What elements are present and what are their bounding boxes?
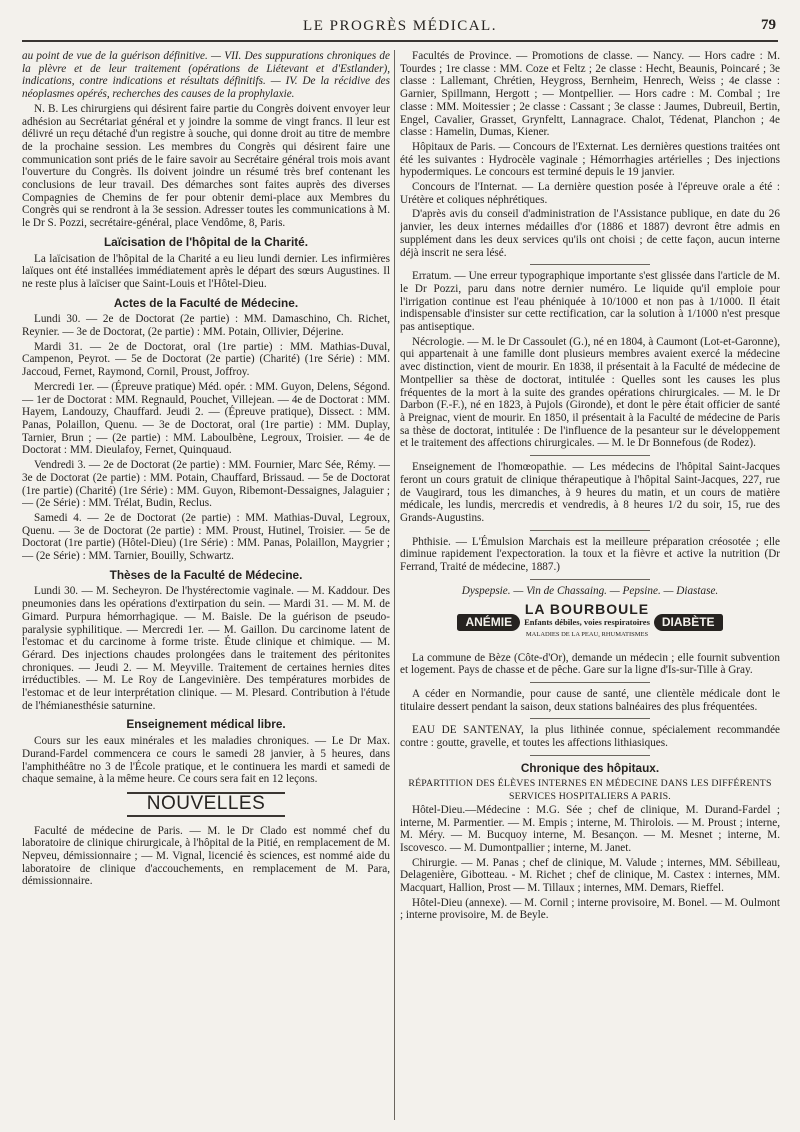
column-divider xyxy=(394,50,395,1120)
necrologie-text: Nécrologie. — M. le Dr Cassoulet (G.), né en 1804, à Caumont (Lot-et-Garonne), qui appartenait à une famille dont plusieurs membres avaient exercé la médecine avec distinction, vient de mourir. En 1838, il présentait à la Faculté de médecine de Montpellier sa thèse de doctorat, intitulée : Quelles sont les causes les plus fréquentes de la mort à la suite des grandes opérations chirurgicales. — M. le Dr Darbon (F.-F.), né en 1823, à Pujols (Gironde), et dont le père était officier de santé à Preignac, vient de mourir. En 1850, il présentait à la Faculté de médecine de Paris sa thèse de doctorat, intitulée : De l'influence de la pesanteur sur le développement et le traitement des affections chirurgicales. — M. le Dr Bonnefous (de Rodez). xyxy=(400,335,780,450)
beze-text: La commune de Bèze (Côte-d'Or), demande un médecin ; elle fournit subvention et logement. Pays de chasse et de pêche. Gare sur la ligne d'Is-sur-Tille à Gray. xyxy=(400,651,780,677)
hopitaux-paris-text: Hôpitaux de Paris. — Concours de l'Externat. Les dernières questions traitées ont été les suivantes : Hydrocèle vaginale ; Hémorrhagies artérielles ; Des injections hypodermiques. Le concours est terminé depuis le 19 janvier. xyxy=(400,140,780,179)
banner-title: LA BOURBOULE xyxy=(524,601,650,618)
separator-rule xyxy=(530,718,650,719)
left-column xyxy=(22,50,390,1122)
hotel-dieu-annexe-text: Hôtel-Dieu (annexe). — M. Cornil ; interne provisoire, M. Bonel. — M. Oulmont ; interne provisoire, M. de Beyle. xyxy=(400,896,780,922)
actes-item: Mercredi 1er. — (Épreuve pratique) Méd. opér. : MM. Guyon, Delens, Ségond. — 1er de Doctorat : MM. Regnauld, Pouchet, Villejean. — 4e de Doctorat : MM. Hayem, Landouzy, Chauffard. Jeudi 2. — (Épreuve pratique), Dissect. : MM. Panas, Polaillon, Quenu. — 3e de Doctorat, oral (1re partie) : MM. Duplay, Tarnier, Brun ; — (2e partie) : MM. Laboulbène, Legroux, Troisier. — 4e de Doctorat : MM. Dieulafoy, Fernet, Quinquaud. xyxy=(22,380,390,457)
congress-note: N. B. Les chirurgiens qui désirent faire partie du Congrès doivent envoyer leur adhésion au Secrétariat général et y joindre la somme de vingt francs. Il leur est délivré un reçu détaché d'un registre à souche, qui donne droit au titre de membre de la prochaine session. Les membres du Congrès qui désirent faire une communication sont priés de le faire savoir au Secrétaire général trois mois avant l'ouverture du Congrès. Ils doivent joindre un résumé très bref contenant les conclusions de leur travail. Des démarches sont faites auprès des diverses Compagnies de Chemins de fer pour obtenir demi-place aux Membres du Congrès qui se rendront à la 3e session. Adresser toutes les communications à M. le Dr S. Pozzi, secrétaire-général, place Vendôme, 8, Paris. xyxy=(22,102,390,230)
facultes-province-text: Facultés de Province. — Promotions de classe. — Nancy. — Hors cadre : M. Tourdes ; 1re classe : MM. Coze et Feltz ; 2e classe : Hecht, Beaunis, Poincaré ; 3e classe : Lallemant, Chrétien, Heygross, Bernheim, Henrech, Weiss ; 4e classe : Garnier, Spillmann, Hergott ; — Montpellier. — Hors cadre : M. Combal ; 1re classe : MM. Moitessier ; 2e classe : Cassant ; 3e classe : Jaumes, Dubreuil, Bertin, Engel, Cavalier, Grasset, Grynfeltt, Lannagrace. Chalot, Tédenat, Planchon ; 4e classe : Hamelin, Dumas, Kiener. xyxy=(400,50,780,139)
chirurgie-text: Chirurgie. — M. Panas ; chef de clinique, M. Valude ; internes, MM. Sébilleau, Delagenière, Gibotteau. - M. Richet ; chef de clinique, M. Castex : internes, MM. Macquart, Hallion, Prost — M. Tillaux ; internes, MM. Demars, Rieffel. xyxy=(400,856,780,895)
separator-rule xyxy=(530,455,650,456)
banner-subtitle: Enfants débiles, voies respiratoires xyxy=(524,617,650,628)
heading-actes: Actes de la Faculté de Médecine. xyxy=(113,295,299,310)
banner-subtitle-2: MALADIES DE LA PEAU, RHUMATISMES xyxy=(525,630,649,638)
congress-topics: au point de vue de la guérison définitive. — VII. Des suppurations chroniques de la plèvre et de leur traitement (opérations de Liétevant et d'Estlander), indications, contre indications et résultats définitifs. — IV. De la récidive des néoplasmes opérés, recherches des causes de la prophylaxie. xyxy=(22,50,390,101)
separator-rule xyxy=(530,530,650,531)
bourboule-banner xyxy=(400,603,780,641)
repartition-heading: RÉPARTITION DES ÉLÈVES INTERNES EN MÉDECINE DANS LES DIFFÉRENTS SERVICES HOSPITALIERS A PARIS. xyxy=(408,778,772,803)
faculte-paris-text: Faculté de médecine de Paris. — M. le Dr Clado est nommé chef du laboratoire de clinique chirurgicale, à l'hôpital de la Pitié, en remplacement de M. Nepveu, démissionnaire ; — M. Vignal, licencié ès sciences, est nommé aide du laboratoire de clinique d'accouchements, en remplacement de M. Para, démissionnaire. xyxy=(22,824,390,888)
laicisation-text: La laïcisation de l'hôpital de la Charité a eu lieu lundi dernier. Les infirmières laïques ont été installées immédiatement après le départ des sœurs Augustines. Il ne reste plus à laïciser que Saint-Louis et l'Hôtel-Dieu. xyxy=(22,252,390,290)
right-column xyxy=(400,50,780,1122)
hotel-dieu-text: Hôtel-Dieu.—Médecine : M.G. Sée ; chef de clinique, M. Durand-Fardel ; interne, M. Parmentier. — M. Empis ; interne, M. Thirolois. — M. Proust ; interne, M. Méry. — M. Bucquoy interne, M. Besançon. — M. Mesnet ; interne, M. Iscovesco. — M. Dumontpallier ; interne, M. Janet. xyxy=(400,803,780,854)
erratum-text: Erratum. — Une erreur typographique importante s'est glissée dans l'article de M. le Dr Pozzi, paru dans notre dernier numéro. Le liquide qu'il emploie pour l'irrigation continue est l'eau phéniquée à 10/1000 et non pas à 1/1000. Il était indispensable d'insister sur cette rectification, car la solution à 1/1000 n'est presque pas antiseptique. xyxy=(400,270,780,334)
page-number: 79 xyxy=(761,17,776,33)
actes-item: Mardi 31. — 2e de Doctorat, oral (1re partie) : MM. Mathias-Duval, Campenon, Peyrot. — 5e de Doctorat (2e partie) (Charité) (1re Série) : MM. Jaccoud, Fernet, Raymond, Cornil, Proust, Joffroy. xyxy=(22,340,390,379)
separator-rule xyxy=(530,264,650,265)
enseignement-text: Cours sur les eaux minérales et les maladies chroniques. — Le Dr Max. Durand-Fardel commencera ce cours le samedi 28 janvier, à 5 heures, dans l'amphithéâtre no 3 de l'École pratique, et le continuera les mardi et samedi de chaque semaine, à la même heure. Ce cours sera fait en 12 leçons. xyxy=(22,735,390,786)
heading-laicisation: Laïcisation de l'hôpital de la Charité. xyxy=(103,234,309,249)
banner-right-tag: DIABÈTE xyxy=(654,614,723,631)
page-header xyxy=(22,14,778,42)
nouvelles-title: NOUVELLES xyxy=(127,792,286,817)
banner-middle xyxy=(524,603,650,641)
heading-chronique: Chronique des hôpitaux. xyxy=(520,760,660,775)
santenay-text: EAU DE SANTENAY, la plus lithinée connue, spécialement recommandée contre : goutte, gravelle, et toutes les affections lithiasiques. xyxy=(400,724,780,750)
phthisie-text: Phthisie. — L'Émulsion Marchais est la meilleure préparation créosotée ; elle diminue rapidement l'expectoration. la toux et la fièvre et active la nutrition (Dr Ferrand, Traité de médecine, 1887.) xyxy=(400,535,780,574)
homoeopathie-text: Enseignement de l'homœopathie. — Les médecins de l'hôpital Saint-Jacques feront un cours gratuit de clinique thérapeutique à l'hôpital Saint-Jacques, 227, rue de Vaugirard, tous les dimanches, à 9 heures du matin, et un cours de matière médicale, les lundis, mercredis et vendredis, à 8 heures 1/2 du soir, 15, rue des Grands-Augustins. xyxy=(400,461,780,524)
actes-item: Samedi 4. — 2e de Doctorat (2e partie) : MM. Mathias-Duval, Legroux, Quenu. — 3e de Doctorat (2e partie) : MM. Proust, Hutinel, Troisier. — 5e de Doctorat (1re partie) (Hôtel-Dieu) (1re Série) : MM. Panas, Polaillon, Maygrier ; — (2e Série) : MM. Tarnier, Bouilly, Schwartz. xyxy=(22,511,390,563)
nouvelles-heading xyxy=(22,792,390,817)
journal-title: LE PROGRÈS MÉDICAL. xyxy=(303,18,497,34)
separator-rule xyxy=(530,579,650,580)
heading-theses: Thèses de la Faculté de Médecine. xyxy=(109,567,303,582)
heading-enseignement: Enseignement médical libre. xyxy=(126,717,286,732)
normandie-text: A céder en Normandie, pour cause de santé, une clientèle médicale dont le titulaire dessert pendant la saison, deux stations balnéaires des plus fréquentées. xyxy=(400,687,780,713)
banner-left-tag: ANÉMIE xyxy=(457,614,520,631)
dyspepsie-ad: Dyspepsie. — Vin de Chassaing. — Pepsine. — Diastase. xyxy=(461,584,719,597)
actes-item: Lundi 30. — 2e de Doctorat (2e partie) : MM. Damaschino, Ch. Richet, Reynier. — 3e de Doctorat, (2e partie) : MM. Potain, Ollivier, Déjerine. xyxy=(22,313,390,339)
concours-internat-text: Concours de l'Internat. — La dernière question posée à l'épreuve orale a été : Urétère et coliques néphrétiques. xyxy=(400,181,780,206)
actes-item: Vendredi 3. — 2e de Doctorat (2e partie) : MM. Fournier, Marc Sée, Rémy. — 3e de Doctorat (2e partie) : MM. Potain, Chauffard, Brissaud. — 5e de Doctorat (1re partie) (Charité) (1re Série) : MM. Guyon, Ribemont-Dessaignes, Jalaguier ; — (2e Série) : MM. Trélat, Budin, Reclus. xyxy=(22,459,390,510)
separator-rule xyxy=(530,682,650,683)
separator-rule xyxy=(530,755,650,756)
theses-text: Lundi 30. — M. Secheyron. De l'hystérectomie vaginale. — M. Kaddour. Des pneumonies dans les opérations d'extirpation du sein. — Mardi 31. — M. M. de Gimard. Purpura hémorrhagique. — M. Baisle. De la guérison de pseudo-paralysie syphilitique. — Mercredi 1er. — M. Gaillon. Du carcinome latent de l'estomac et du carcinome à forme triste. Étude clinique et chimique. — M. Gérard. Des injections chaudes prolongées dans le traitement des péritonites chroniques. — Jeudi 2. — M. Meyville. Traitement de certaines hernies dites irréductibles. — M. Le Roy de Langevinière. Des températures morbides de l'estomac et de leur interprétation clinique. — M. Plesard. Contribution à l'étude de l'hémianesthésie saturnine. xyxy=(22,585,390,712)
assistance-text: D'après avis du conseil d'administration de l'Assistance publique, en date du 26 janvier, les deux internes médailles d'or (1886 et 1887) devront être admis en supplément dans les deux services qu'ils ont choisi ; de cette façon, aucun interne déjà inscrit ne sera lésé. xyxy=(400,208,780,259)
